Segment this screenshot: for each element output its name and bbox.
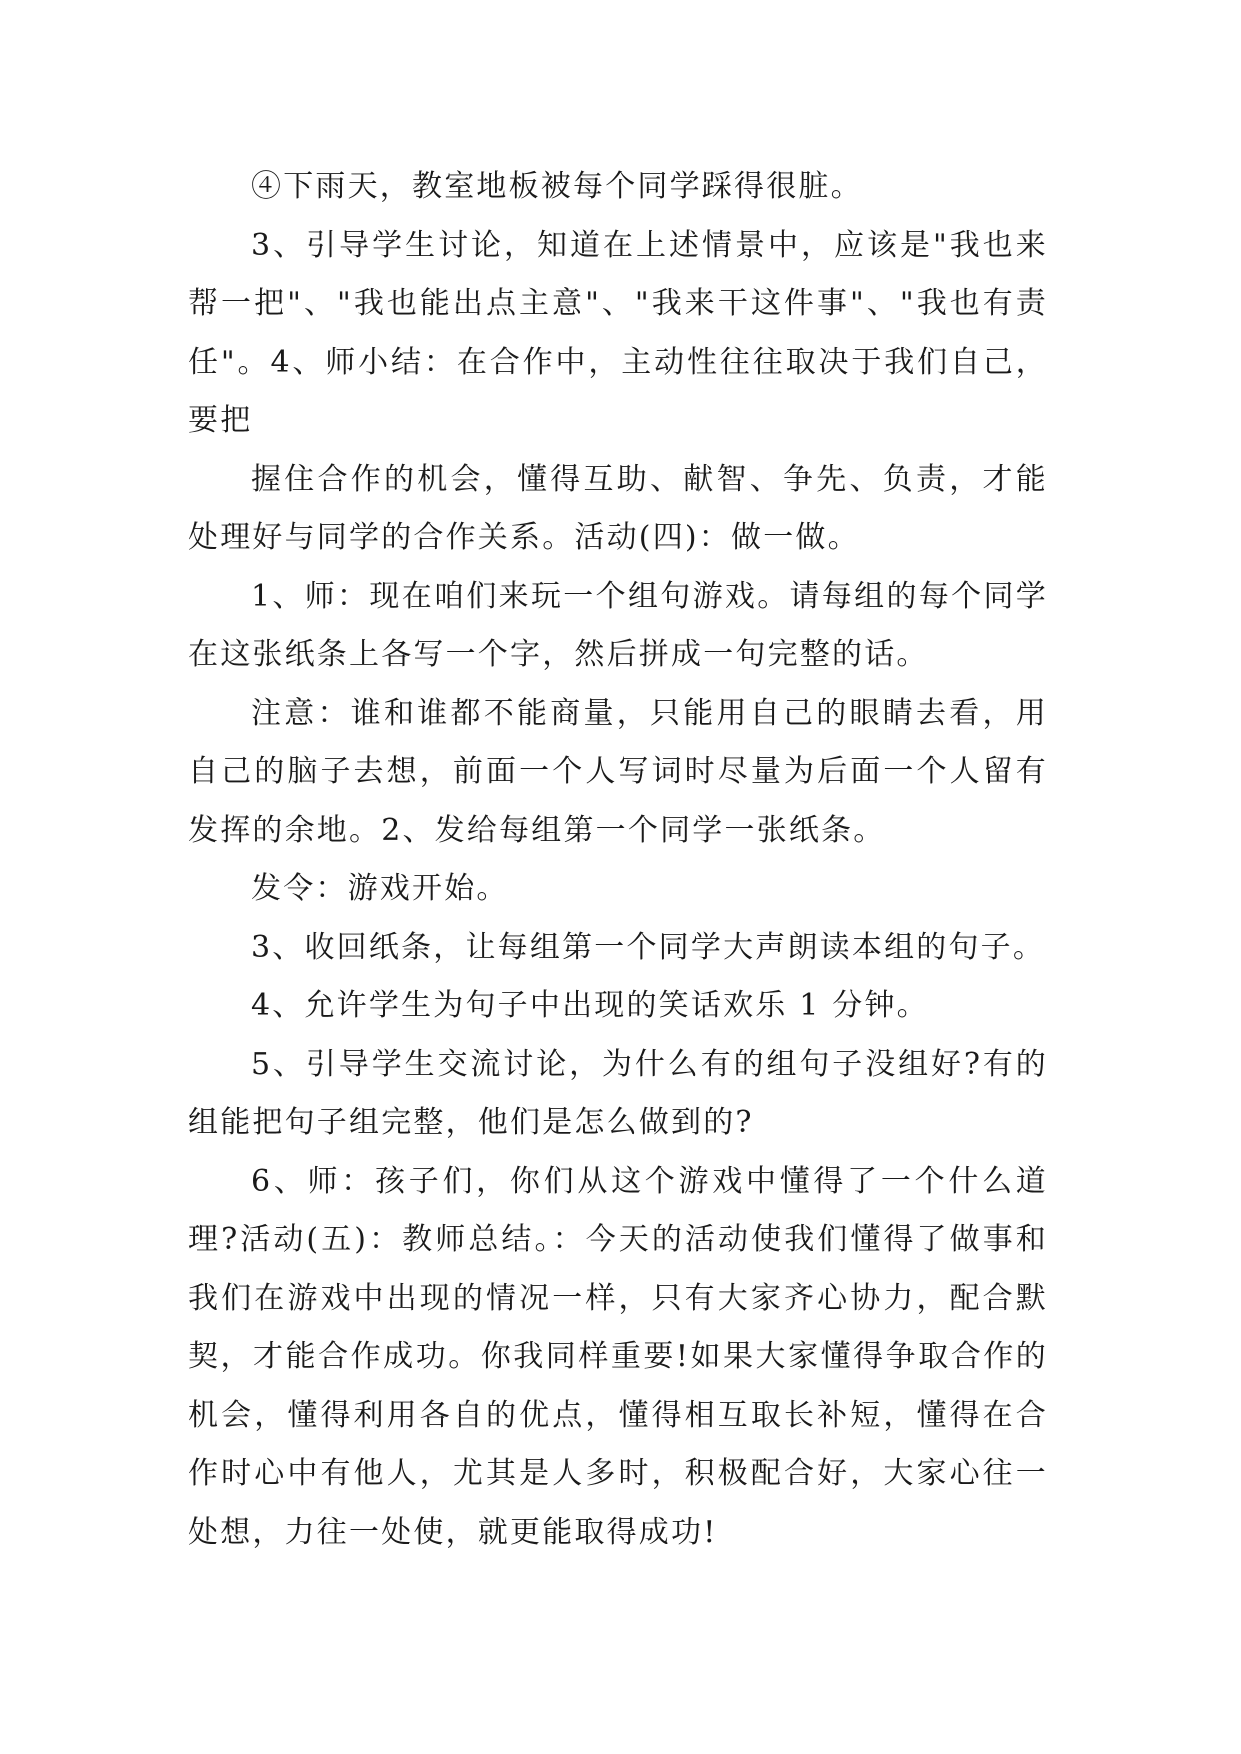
paragraph-teacher-conclusion: 6、师：孩子们，你们从这个游戏中懂得了一个什么道理?活动(五)：教师总结。：今天的活动使我们懂得了做事和我们在游戏中出现的情况一样，只有大家齐心协力，配合默契，才能合作成功。你我同样重要!如果大家懂得争取合作的机会，懂得利用各自的优点，懂得相互取长补短，懂得在合作时心中有他人，尤其是人多时，积极配合好，大家心往一处想，力往一处使，就更能取得成功! [188, 1163, 1048, 1550]
paragraph-laugh-minute: 4、允许学生为句子中出现的笑话欢乐 1 分钟。 [251, 988, 929, 1023]
paragraph-rainy-day: ④下雨天，教室地板被每个同学踩得很脏。 [251, 169, 863, 204]
paragraph-sentence-game: 1、师：现在咱们来玩一个组句游戏。请每组的每个同学在这张纸条上各写一个字，然后拼成一句完整的话。 [188, 578, 1048, 672]
paragraph-read-aloud: 3、收回纸条，让每组第一个同学大声朗读本组的句子。 [251, 929, 1046, 965]
paragraph-game-rules: 注意：谁和谁都不能商量，只能用自己的眼睛去看，用自己的脑子去想，前面一个人写词时尽量为后面一个人留有发挥的余地。2、发给每组第一个同学一张纸条。 [188, 695, 1048, 848]
document-body [188, 158, 1048, 1562]
paragraph-discussion-summary: 3、引导学生讨论，知道在上述情景中，应该是"我也来帮一把"、"我也能出点主意"、"我来干这件事"、"我也有责任"。4、师小结：在合作中，主动性往往取决于我们自己，要把 [188, 227, 1048, 438]
paragraph-activity-four: 握住合作的机会，懂得互助、献智、争先、负责，才能处理好与同学的合作关系。活动(四)：做一做。 [188, 461, 1048, 555]
paragraph-game-start: 发令：游戏开始。 [251, 871, 509, 906]
paragraph-exchange-discussion: 5、引导学生交流讨论，为什么有的组句子没组好?有的组能把句子组完整，他们是怎么做到的? [188, 1046, 1048, 1140]
